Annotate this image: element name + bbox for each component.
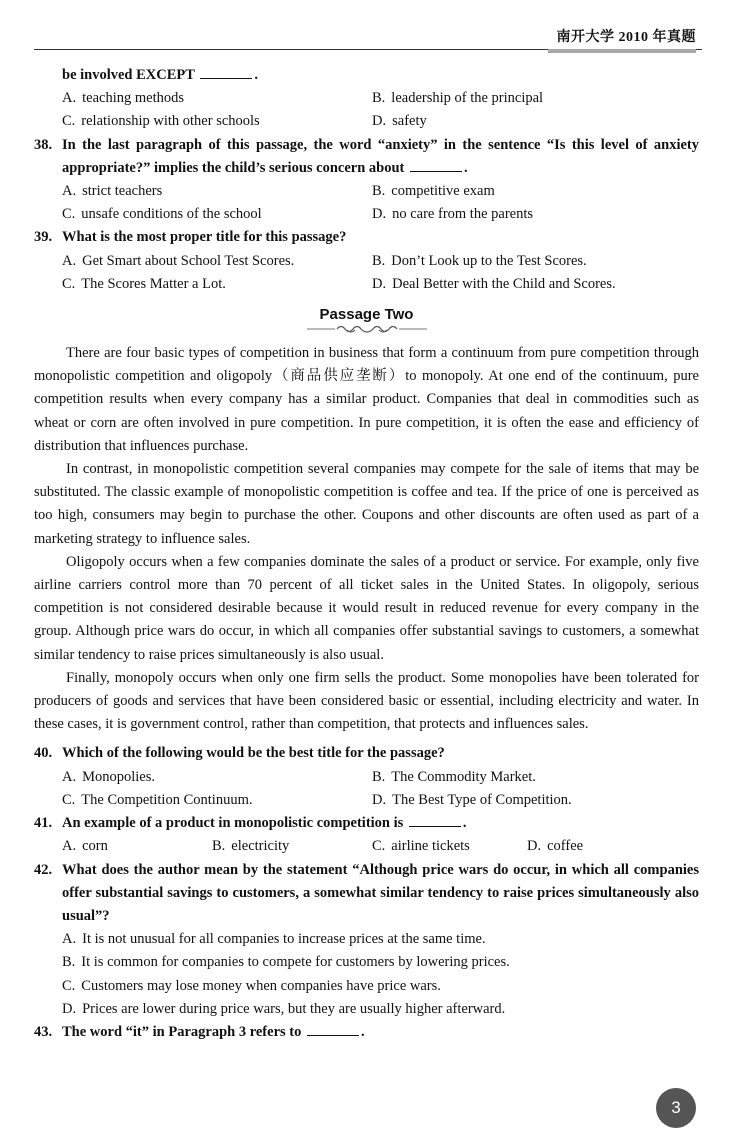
- passage-paragraph-2: In contrast, in monopolistic competition several companies may compete for the sale of items that may be substituted. The classic example of monopolistic competition is coffee and tea. If the price of one is perceived as too high, consumers may begin to purchase the other. Coupons and other discounts are often used as part of a marketing strategy to influence sales.: [34, 461, 699, 547]
- option-d: D. coffee: [527, 838, 584, 855]
- passage-paragraph-1: There are four basic types of competition in business that form a continuum from pure competition through monopolistic competition and oligopoly（商品供应垄断）to monopoly. At one end of the continuum, pure competition results when every company has a similar product. Companies that deal in commodities such as wheat or corn are often involved in pure competition. In pure competition, it is often the ease and efficiency of distribution that influences purchase.: [34, 345, 699, 454]
- option-a: A. It is not unusual for all companies to increase prices at the same time.: [62, 931, 486, 948]
- option-c: C. airline tickets: [372, 838, 470, 855]
- passage-paragraph-4: Finally, monopoly occurs when only one firm sells the product. Some monopolies have been tolerated for producers of goods and services that have been considered basic or essential, including electricity and water. In these cases, it is government control, rather than competition, that protects and influences sales.: [34, 669, 699, 733]
- question-40: 40. Which of the following would be the best title for the passage?: [34, 745, 445, 762]
- question-41: 41. An example of a product in monopolistic competition is .: [34, 812, 699, 835]
- question-39: 39. What is the most proper title for this passage?: [34, 229, 347, 246]
- option-a: A. strict teachers: [62, 183, 163, 200]
- option-a: A. Get Smart about School Test Scores.: [62, 252, 295, 269]
- option-b: B. competitive exam: [372, 183, 495, 200]
- option-b: B. leadership of the principal: [372, 90, 544, 107]
- question-38-options: [34, 180, 699, 226]
- page-content: [34, 64, 699, 1044]
- option-b: B. Don’t Look up to the Test Scores.: [372, 252, 587, 269]
- option-c: C. relationship with other schools: [62, 113, 260, 130]
- passage-title: Passage Two: [319, 306, 414, 324]
- option-c: C. unsafe conditions of the school: [62, 206, 262, 223]
- question-39-options: [34, 250, 699, 296]
- ornament-divider-icon: [307, 324, 427, 336]
- option-d: D. safety: [372, 113, 427, 130]
- option-a: A. Monopolies.: [62, 768, 156, 785]
- question-43: 43. The word “it” in Paragraph 3 refers to .: [34, 1021, 699, 1044]
- option-b: B. The Commodity Market.: [372, 768, 536, 785]
- option-d: D. Deal Better with the Child and Scores.: [372, 275, 616, 292]
- option-d: D. Prices are lower during price wars, but they are usually higher afterward.: [62, 1000, 506, 1017]
- page-header: [34, 22, 702, 50]
- answer-blank: [200, 64, 252, 79]
- passage-paragraph-3: Oligopoly occurs when a few companies dominate the sales of a product or service. For example, only five airline carriers control more than 70 percent of all ticket sales in the United States. In oligopoly, serious competition is not considered desirable because it would result in reduced revenue for every company in the group. Although price wars do occur, in which all companies offer substantial savings to customers, a somewhat similar tendency to raise prices simultaneously is also usual.: [34, 553, 699, 663]
- option-b: B. electricity: [212, 838, 290, 855]
- question-37-continuation: be involved EXCEPT .: [34, 64, 699, 87]
- question-37-options: [34, 87, 699, 133]
- option-c: C. Customers may lose money when companies have price wars.: [62, 977, 441, 994]
- option-a: A. teaching methods: [62, 90, 184, 107]
- answer-blank: [410, 157, 462, 172]
- option-d: D. no care from the parents: [372, 206, 534, 223]
- option-c: C. The Scores Matter a Lot.: [62, 275, 226, 292]
- question-38: 38. In the last paragraph of this passage, the word “anxiety” in the sentence “Is this level of anxiety appropriate?” implies the child’s serious concern about .: [34, 136, 700, 176]
- answer-blank: [409, 812, 461, 827]
- page-number-badge: 3: [656, 1088, 696, 1128]
- option-b: B. It is common for companies to compete for customers by lowering prices.: [62, 954, 510, 971]
- header-title: 南开大学 2010 年真题: [556, 30, 696, 45]
- question-42: 42. What does the author mean by the statement “Although price wars do occur, in which all companies offer substantial savings to customers, a somewhat similar tendency to raise prices simultaneously also usual”?: [34, 861, 699, 924]
- answer-blank: [307, 1021, 359, 1036]
- question-40-options: [34, 766, 699, 812]
- question-41-options: [34, 835, 699, 858]
- header-accent-bar: [548, 49, 696, 53]
- question-42-options: [34, 928, 699, 1021]
- option-d: D. The Best Type of Competition.: [372, 791, 572, 808]
- option-c: C. The Competition Continuum.: [62, 791, 253, 808]
- option-a: A. corn: [62, 838, 108, 855]
